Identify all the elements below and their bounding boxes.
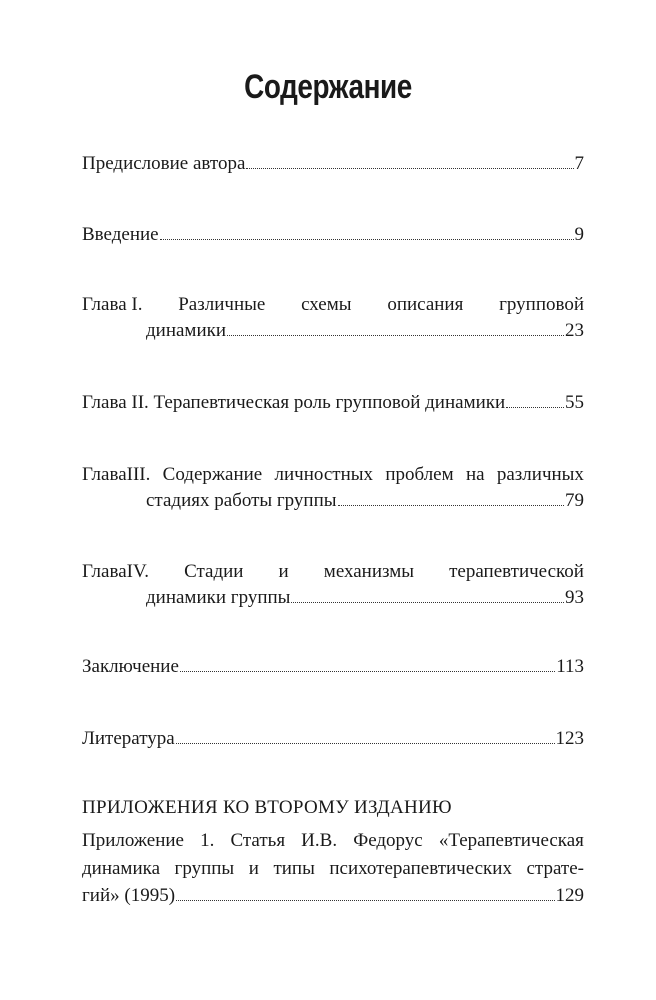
toc-entry-page: 55 <box>565 392 584 413</box>
dot-leader <box>180 670 555 672</box>
toc-word: и <box>278 561 289 582</box>
toc-word: Статья <box>230 830 286 851</box>
toc-word: схемы <box>301 294 352 315</box>
toc-entry-text: стадиях работы группы <box>146 490 337 511</box>
toc-entry-chapter-2[interactable] <box>82 390 584 416</box>
toc-entry-page: 7 <box>574 153 584 174</box>
dot-leader <box>227 334 564 336</box>
toc-entry-text: Предисловие автора <box>82 153 246 174</box>
toc-entry-chapter-4[interactable] <box>82 559 584 585</box>
dot-leader <box>160 238 574 240</box>
toc-word: различных <box>496 464 584 485</box>
dot-leader <box>291 601 564 603</box>
toc-word: «Терапевтическая <box>438 830 584 851</box>
toc-entry-page: 79 <box>565 490 584 511</box>
toc-entry-appendix-1-line2[interactable] <box>82 856 584 882</box>
toc-word: динамика <box>82 858 161 879</box>
toc-entry-text: Заключение <box>82 656 179 677</box>
toc-word: Стадии <box>184 561 244 582</box>
toc-entry-introduction[interactable] <box>82 222 584 248</box>
toc-word: группы <box>174 858 235 879</box>
toc-word: 1. <box>200 830 215 851</box>
dot-leader <box>176 899 554 901</box>
toc-word: Содержание <box>162 464 263 485</box>
toc-entry-chapter-3-cont[interactable] <box>146 488 584 514</box>
dot-leader <box>246 167 573 169</box>
toc-word: И.В. <box>301 830 338 851</box>
toc-word: на <box>465 464 485 485</box>
toc-entry-appendix-1[interactable] <box>82 828 584 854</box>
toc-word: Федорус <box>353 830 423 851</box>
toc-word: ГлаваIV. <box>82 561 149 582</box>
toc-entry-conclusion[interactable] <box>82 654 584 680</box>
toc-entry-page: 93 <box>565 587 584 608</box>
toc-word: механизмы <box>323 561 415 582</box>
dot-leader <box>176 742 555 744</box>
toc-entry-text: Введение <box>82 224 159 245</box>
toc-entry-appendix-1-line3[interactable] <box>82 883 584 909</box>
toc-word: терапевтической <box>449 561 584 582</box>
toc-word: типы <box>273 858 315 879</box>
toc-entry-text: динамики группы <box>146 587 291 608</box>
page-title: Содержание <box>244 68 412 106</box>
toc-entry-page: 123 <box>555 728 584 749</box>
toc-entry-page: 9 <box>574 224 584 245</box>
toc-entry-text: Литература <box>82 728 175 749</box>
toc-word: Различные <box>178 294 266 315</box>
toc-word: психотерапевтических <box>329 858 512 879</box>
toc-word: описания <box>387 294 464 315</box>
toc-word: Глава I. <box>82 294 143 315</box>
toc-entry-chapter-3[interactable] <box>82 462 584 488</box>
toc-entry-text: динамики <box>146 320 227 341</box>
toc-word: личностных <box>274 464 374 485</box>
toc-word: Приложение <box>82 830 184 851</box>
toc-entry-page: 23 <box>565 320 584 341</box>
toc-entry-chapter-1-cont[interactable] <box>146 318 584 344</box>
dot-leader <box>338 504 564 506</box>
appendix-heading: ПРИЛОЖЕНИЯ КО ВТОРОМУ ИЗДАНИЮ <box>82 797 452 818</box>
toc-entry-preface[interactable] <box>82 151 584 177</box>
toc-entry-text: Глава II. Терапевтическая роль групповой динамики <box>82 392 506 413</box>
toc-word: страте- <box>526 858 584 879</box>
toc-entry-chapter-4-cont[interactable] <box>146 585 584 611</box>
toc-entry-literature[interactable] <box>82 726 584 752</box>
toc-word: ГлаваIII. <box>82 464 151 485</box>
dot-leader <box>506 406 564 408</box>
toc-entry-page: 113 <box>556 656 584 677</box>
toc-entry-chapter-1[interactable] <box>82 292 584 318</box>
toc-entry-text: гий» (1995) <box>82 885 176 906</box>
toc-word: групповой <box>499 294 584 315</box>
toc-word: проблем <box>385 464 454 485</box>
toc-word: и <box>248 858 259 879</box>
toc-entry-page: 129 <box>555 885 584 906</box>
